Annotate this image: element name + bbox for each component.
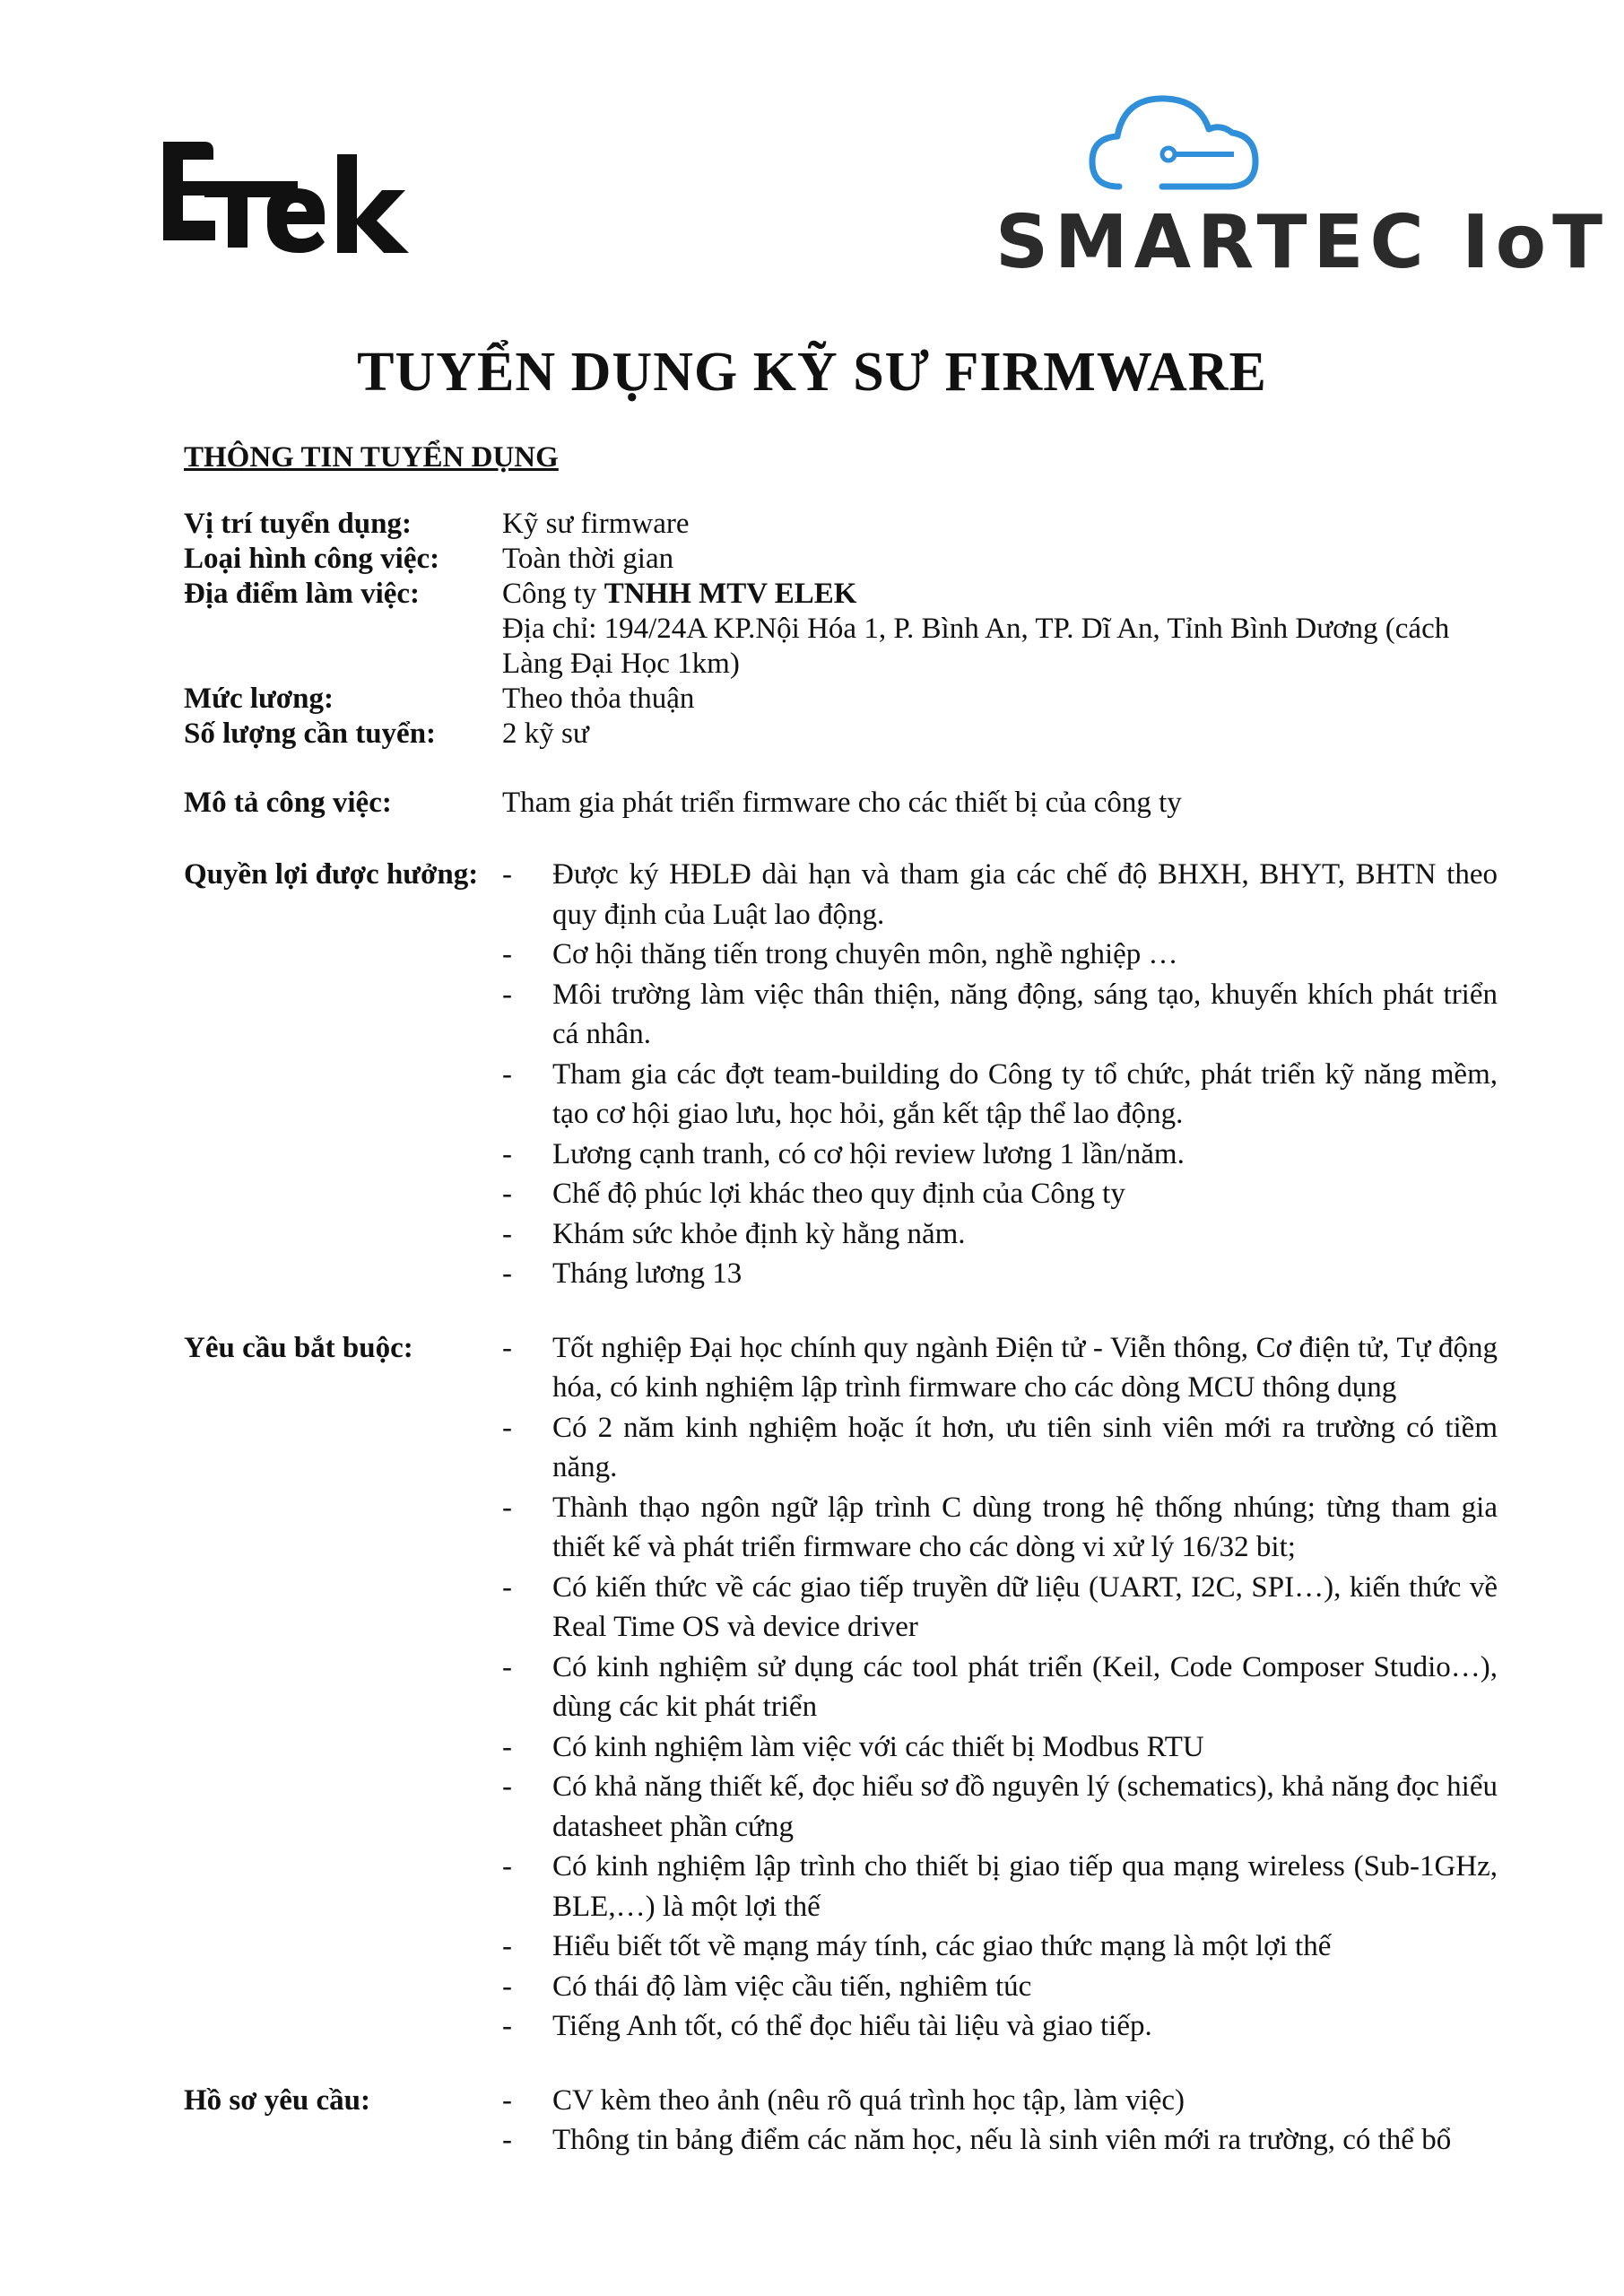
count-label: Số lượng cần tuyển:: [184, 718, 437, 750]
salary-row: [184, 682, 1498, 717]
list-item-text: Có thái độ làm việc cầu tiến, nghiêm túc: [552, 1970, 1032, 2003]
list-item-text: Thành thạo ngôn ngữ lập trình C dùng trong hệ thống nhúng; từng tham gia thiết kế và phát triển firmware cho các dòng vi xử lý 16/32 bit;: [552, 1491, 1498, 1563]
company-line: [502, 577, 1498, 612]
dash-bullet: -: [502, 1970, 512, 2003]
dash-bullet: -: [502, 1730, 512, 1763]
description-value: Tham gia phát triển firmware cho các thiết bị của công ty: [502, 787, 1182, 819]
description-block: [184, 786, 1498, 821]
benefits-block: [184, 855, 1498, 1294]
dash-bullet: -: [502, 1331, 512, 1364]
dash-bullet: -: [502, 1850, 512, 1883]
description-label: Mô tả công việc:: [184, 787, 392, 819]
dash-bullet: -: [502, 978, 512, 1011]
dash-bullet: -: [502, 2124, 512, 2156]
list-item-text: CV kèm theo ảnh (nêu rõ quá trình học tập, làm việc): [552, 2083, 1185, 2117]
list-item-text: Có kiến thức về các giao tiếp truyền dữ liệu (UART, I2C, SPI…), kiến thức về Real Time OS và device driver: [552, 1570, 1498, 1643]
list-item: [502, 1568, 1498, 1648]
job-type-value: Toàn thời gian: [502, 543, 674, 575]
requirements-block: [184, 1328, 1498, 2047]
list-item-text: Có kinh nghiệm làm việc với các thiết bị Modbus RTU: [552, 1730, 1204, 1763]
list-item-text: Môi trường làm việc thân thiện, năng động, sáng tạo, khuyến khích phát triển cá nhân.: [552, 978, 1498, 1050]
position-row: [184, 507, 1498, 542]
list-item: [502, 935, 1498, 975]
list-item: [502, 1055, 1498, 1135]
dash-bullet: -: [502, 2083, 512, 2117]
documents-block: [184, 2081, 1498, 2161]
list-item-text: Khám sức khỏe định kỳ hằng năm.: [552, 1217, 966, 1250]
count-row: [184, 717, 1498, 752]
list-item: [502, 1648, 1498, 1727]
list-item: [502, 1767, 1498, 1847]
list-item: [502, 1488, 1498, 1568]
location-label: Địa điểm làm việc:: [184, 578, 421, 610]
dash-bullet: -: [502, 1570, 512, 1604]
company-prefix: Công ty: [502, 578, 604, 610]
list-item-text: Tham gia các đợt team-building do Công ty tổ chức, phát triển kỹ năng mềm, tạo cơ hội giao lưu, học hỏi, gắn kết tập thể lao động.: [552, 1057, 1498, 1130]
benefits-list: [502, 855, 1498, 1294]
location-row: [184, 577, 1498, 682]
list-item: [502, 2006, 1498, 2047]
job-content: [184, 507, 1498, 2161]
dash-bullet: -: [502, 1057, 512, 1091]
list-item-text: Tiếng Anh tốt, có thể đọc hiểu tài liệu và giao tiếp.: [552, 2010, 1152, 2042]
section-heading: THÔNG TIN TUYỂN DỤNG: [184, 441, 559, 474]
list-item: [502, 1135, 1498, 1175]
smartec-iot-logo: [986, 90, 1610, 287]
documents-list: [502, 2081, 1498, 2161]
benefits-label: Quyền lợi được hưởng:: [184, 858, 479, 891]
location-value: [502, 577, 1498, 682]
position-value: Kỹ sư firmware: [502, 508, 690, 540]
list-item: [502, 1328, 1498, 1408]
list-item: [502, 1174, 1498, 1214]
list-item-text: Có 2 năm kinh nghiệm hoặc ít hơn, ưu tiên sinh viên mới ra trường có tiềm năng.: [552, 1411, 1498, 1483]
dash-bullet: -: [502, 1650, 512, 1683]
list-item-text: Hiểu biết tốt về mạng máy tính, các giao thức mạng là một lợi thế: [552, 1930, 1332, 1962]
company-name: TNHH MTV ELEK: [604, 578, 857, 610]
dash-bullet: -: [502, 1257, 512, 1290]
dash-bullet: -: [502, 1491, 512, 1524]
list-item: [502, 855, 1498, 935]
list-item-text: Tháng lương 13: [552, 1257, 743, 1290]
list-item-text: Tốt nghiệp Đại học chính quy ngành Điện tử - Viễn thông, Cơ điện tử, Tự động hóa, có kinh nghiệm lập trình firmware cho các dòng MCU thông dụng: [552, 1331, 1498, 1404]
list-item-text: Thông tin bảng điểm các năm học, nếu là sinh viên mới ra trường, có thể bổ: [552, 2124, 1452, 2156]
job-type-label: Loại hình công việc:: [184, 543, 440, 575]
list-item: [502, 2120, 1498, 2161]
list-item: [502, 1967, 1498, 2007]
dash-bullet: -: [502, 1930, 512, 1962]
dash-bullet: -: [502, 938, 512, 970]
dash-bullet: -: [502, 1217, 512, 1250]
elek-logo: [161, 135, 430, 278]
list-item: [502, 2081, 1498, 2121]
list-item-text: Được ký HĐLĐ dài hạn và tham gia các chế độ BHXH, BHYT, BHTN theo quy định của Luật lao động.: [552, 858, 1498, 931]
dash-bullet: -: [502, 858, 512, 891]
list-item-text: Cơ hội thăng tiến trong chuyên môn, nghề nghiệp …: [552, 938, 1178, 970]
list-item: [502, 1727, 1498, 1768]
dash-bullet: -: [502, 2010, 512, 2042]
requirements-label: Yêu cầu bắt buộc:: [184, 1331, 413, 1364]
dash-bullet: -: [502, 1178, 512, 1210]
dash-bullet: -: [502, 1137, 512, 1170]
list-item: [502, 1408, 1498, 1488]
job-type-row: [184, 542, 1498, 577]
info-block: [184, 507, 1498, 752]
salary-label: Mức lương:: [184, 683, 334, 715]
list-item: [502, 1926, 1498, 1967]
list-item-text: Lương cạnh tranh, có cơ hội review lương 1 lần/năm.: [552, 1137, 1185, 1170]
salary-value: Theo thỏa thuận: [502, 683, 695, 715]
documents-label: Hồ sơ yêu cầu:: [184, 2083, 371, 2117]
list-item: [502, 1214, 1498, 1255]
page-title: TUYỂN DỤNG KỸ SƯ FIRMWARE: [357, 342, 1267, 403]
list-item-text: Có kinh nghiệm lập trình cho thiết bị giao tiếp qua mạng wireless (Sub-1GHz, BLE,…) là một lợi thế: [552, 1850, 1498, 1923]
requirements-list: [502, 1328, 1498, 2047]
list-item-text: Chế độ phúc lợi khác theo quy định của Công ty: [552, 1178, 1125, 1210]
dash-bullet: -: [502, 1411, 512, 1444]
list-item: [502, 975, 1498, 1055]
svg-text:SMARTEC IoT: SMARTEC IoT: [995, 200, 1610, 285]
position-label: Vị trí tuyển dụng:: [184, 508, 412, 540]
list-item-text: Có kinh nghiệm sử dụng các tool phát triển (Keil, Code Composer Studio…), dùng các kit phát triển: [552, 1650, 1498, 1723]
list-item: [502, 1254, 1498, 1294]
list-item-text: Có khả năng thiết kế, đọc hiểu sơ đồ nguyên lý (schematics), khả năng đọc hiểu datasheet phần cứng: [552, 1770, 1498, 1843]
cloud-icon: [1092, 99, 1255, 187]
list-item: [502, 1847, 1498, 1926]
count-value: 2 kỹ sư: [502, 718, 589, 750]
dash-bullet: -: [502, 1770, 512, 1803]
address: Địa chỉ: 194/24A KP.Nội Hóa 1, P. Bình An, TP. Dĩ An, Tỉnh Bình Dương (cách Làng Đại Học 1km): [502, 613, 1450, 680]
